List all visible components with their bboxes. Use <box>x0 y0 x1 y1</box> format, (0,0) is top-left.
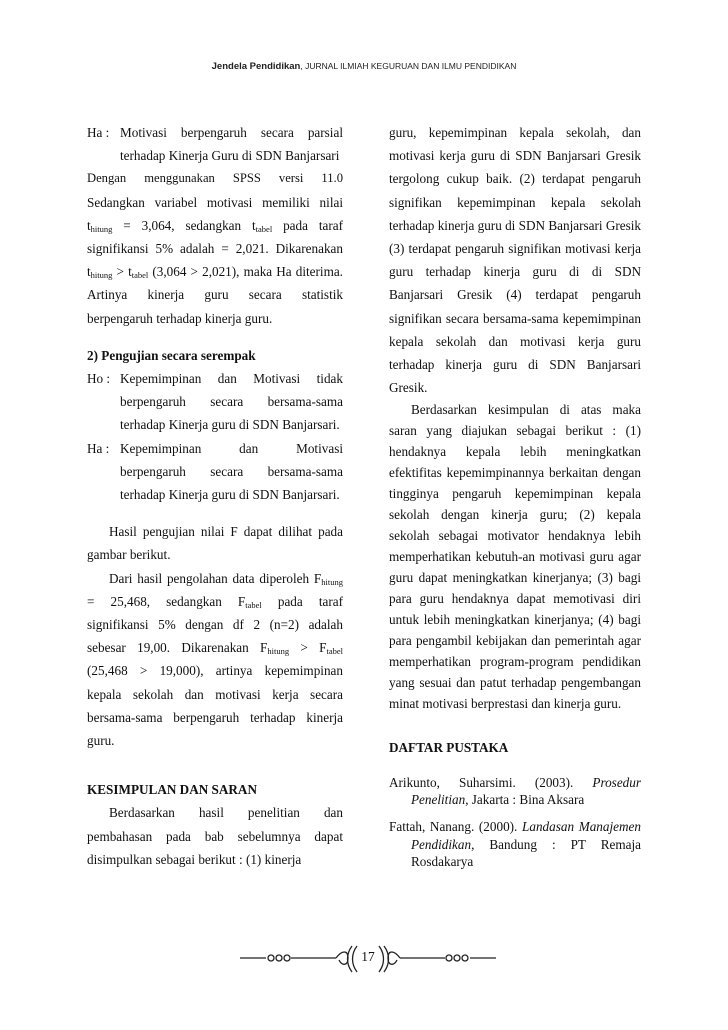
text-run: = 3,064, sedangkan t <box>112 217 256 233</box>
paragraph-kesimpulan-cont: guru, kepemimpinan kepala sekolah, dan motivasi kerja guru di SDN Banjarsari Gresik tergolong cukup baik. (2) terdapat pengaruh signifikan kepemimpinan kepala sekolah terhadap kinerja guru di SDN Banjarsari Gresik (3) terdapat pengaruh signifikan motivasi kerja guru terhadap kinerja guru di di SDN Banjarsari Gresik (4) terdapat pengaruh signifikan secara bersama-sama kepemimpinan kepala sekolah dan motivasi kerja guru terhadap kinerja guru di SDN Banjarsari Gresik. <box>389 125 641 396</box>
ref-title: Landasan Manajemen Pendidikan <box>411 819 641 852</box>
section-heading-daftar-pustaka: DAFTAR PUSTAKA <box>389 740 509 756</box>
text-run: Dari hasil pengolahan data diperoleh F <box>109 570 322 586</box>
text-run: (25,468 > 19,000), artinya kepemimpinan kepala sekolah dan motivasi kerja secara bersama-sama berpengaruh terhadap kinerja guru. <box>87 663 343 749</box>
ref-author: Arikunto, Suharsimi. (2003). <box>389 774 593 790</box>
reference-fattah <box>389 818 641 870</box>
ref-publisher: , Bandung : PT Remaja Rosdakarya <box>411 836 641 870</box>
paragraph-saran: Berdasarkan kesimpulan di atas maka saran yang diajukan sebagai berikut : (1) hendaknya kepala lebih meningkatkan efektifitas kepemimpinannya berkaitan dengan tingginya pengaruh kepemimpinan kepala sekolah dengan kinerja guru; (2) kepala sekolah sebagai motivator hendaknya lebih memperhatikan kebutuh-an motivasi guru agar guru dapat meningkatkan kinerjanya; (3) bagi para guru hendaknya dapat memotivasi diri untuk lebih meningkatkan kinerjanya; (4) bagi para pengambil kebijakan dan pemerintah agar memperhatikan program-program pendidikan yang sesuai dan patut terhadap pengembangan minat motivasi berprestasi dan kinerja guru. <box>389 402 641 712</box>
subscript: hitung <box>90 270 113 281</box>
ref-title: Prosedur Penelitian <box>411 774 641 808</box>
paragraph-f-intro: Hasil pengujian nilai F dapat dilihat pada gambar berikut. <box>87 524 343 563</box>
subscript: hitung <box>90 223 113 234</box>
left-column <box>87 121 343 871</box>
spacer <box>389 808 641 818</box>
ref-author: Fattah, Nanang. (2000). <box>389 819 523 835</box>
running-header <box>0 61 728 72</box>
paragraph-kesimpulan: Berdasarkan hasil penelitian dan pembahasan pada bab sebelumnya dapat disimpulkan sebagai berikut : (1) kinerja <box>87 805 343 867</box>
paragraph-t-test <box>87 191 343 330</box>
hypothesis-label: Ha : <box>87 440 110 456</box>
text-run: (3,064 > 2,021), maka Ha diterima. Artinya kinerja guru secara statistik berpengaruh terhadap kinerja guru. <box>87 264 343 326</box>
journal-subtitle: , JURNAL ILMIAH KEGURUAN DAN ILMU PENDIDIKAN <box>300 61 517 71</box>
right-column <box>389 121 641 871</box>
subscript: tabel <box>131 270 149 281</box>
spacer <box>87 752 343 778</box>
text-run: > t <box>112 264 132 280</box>
ref-publisher: , Jakarta : Bina Aksara <box>465 792 585 808</box>
spacer <box>87 506 343 520</box>
hypothesis-label: Ha : <box>87 125 110 140</box>
hypothesis-text: Kepemimpinan dan Motivasi tidak berpengaruh secara bersama-sama terhadap Kinerja guru di SDN Banjarsari. <box>120 371 343 433</box>
section-heading-kesimpulan: KESIMPULAN DAN SARAN <box>87 782 257 798</box>
paragraph-f-test <box>87 567 343 753</box>
hypothesis-ha-simultaneous <box>87 437 343 507</box>
hypothesis-label: Ho : <box>87 371 111 387</box>
spss-line: Dengan menggunakan SPSS versi 11.0 <box>87 171 343 186</box>
hypothesis-ho <box>87 367 343 437</box>
section-heading-serempak: 2) Pengujian secara serempak <box>87 347 256 363</box>
text-run: pada taraf signifikansi 5% adalah = 2,021. Dikarenakan t <box>87 217 343 280</box>
spacer <box>87 330 343 344</box>
journal-name: Jendela Pendidikan <box>211 61 301 72</box>
hypothesis-text: Motivasi berpengaruh secara parsial terhadap Kinerja Guru di SDN Banjarsari <box>120 125 343 164</box>
text-run: > F <box>289 640 327 656</box>
hypothesis-ha-partial <box>87 121 343 167</box>
spacer <box>389 760 641 774</box>
subscript: hitung <box>267 646 290 657</box>
page-footer <box>236 944 500 974</box>
reference-arikunto <box>389 774 641 809</box>
subscript: tabel <box>255 223 273 234</box>
text-run: pada taraf signifikansi 5% dengan df 2 (n=2) adalah sebesar 19,00. Dikarenakan F <box>87 593 343 656</box>
subscript: hitung <box>321 576 343 587</box>
text-run: = 25,468, sedangkan F <box>87 593 246 609</box>
text-run: Sedangkan variabel motivasi memiliki nilai t <box>87 194 343 233</box>
hypothesis-text: Kepemimpinan dan Motivasi berpengaruh secara bersama-sama terhadap Kinerja guru di SDN Banjarsari. <box>120 440 343 503</box>
page-number: 17 <box>361 949 375 964</box>
subscript: tabel <box>245 599 262 610</box>
subscript: tabel <box>326 646 343 657</box>
spacer <box>389 714 641 736</box>
